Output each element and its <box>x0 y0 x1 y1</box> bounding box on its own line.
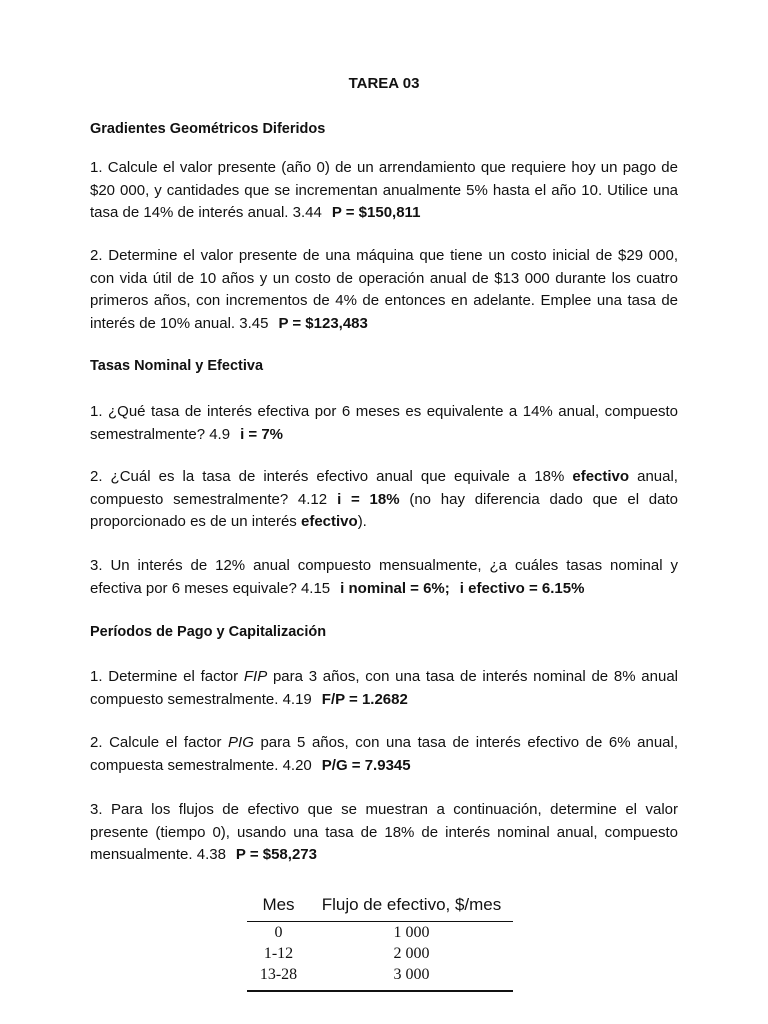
table-row <box>247 964 513 991</box>
page-title: TAREA 03 <box>348 75 420 92</box>
problem-answer: P = $123,483 <box>278 314 368 332</box>
column-header-mes: Mes <box>247 893 310 922</box>
table-cell-mes: 13-28 <box>247 964 310 991</box>
problem-answer: i = 7% <box>240 425 284 443</box>
section-heading-periodos: Períodos de Pago y Capitalización <box>90 624 327 640</box>
table-cell-mes: 1-12 <box>263 945 294 962</box>
problem-answer: i = 18% <box>337 490 400 508</box>
problem-answer: i nominal = 6%; <box>340 579 450 597</box>
problem-text: para 3 años, con una tasa de interés nominal de 8% anual compuesto semestralmente. 4.19 <box>90 668 678 708</box>
emphasis-efectivo: efectivo <box>572 468 630 485</box>
problem-tasas-3 <box>90 555 678 600</box>
problem-answer: F/P = 1.2682 <box>321 690 408 708</box>
problem-text: 2. Calcule el factor <box>90 734 222 751</box>
problem-text: 3. Para los flujos de efectivo que se muestran a continuación, determine el valor presente (tiempo 0), usando una tasa de 18% de interés nominal anual, compuesto mensualmente. 4.38 <box>90 801 678 863</box>
table-row <box>247 922 513 944</box>
problem-text: anual, compuesto semestralmente? 4.12 <box>90 468 678 508</box>
table-header-row <box>247 893 513 922</box>
problem-text: 1. Determine el factor <box>90 668 239 685</box>
cash-flow-table <box>247 893 513 992</box>
problem-answer: P/G = 7.9345 <box>321 756 411 774</box>
problem-tasas-2 <box>90 466 678 534</box>
problem-gradientes-1 <box>90 157 678 225</box>
table-row <box>247 943 513 964</box>
problem-text: 2. Determine el valor presente de una máquina que tiene un costo inicial de $29 000, con vida útil de 10 años y un costo de operación anual de $13 000 durante los cuatro primeros años, con incrementos de 4% de entonces en adelante. Emplee una tasa de interés de 10% anual. 3.45 <box>90 247 678 332</box>
problem-text: 2. ¿Cuál es la tasa de interés efectivo anual que equivale a 18% <box>90 468 565 485</box>
problem-answer: P = $150,811 <box>331 204 421 221</box>
factor-name: FIP <box>243 668 268 685</box>
problem-tasas-1 <box>90 401 678 446</box>
problem-note-end: ). <box>357 513 367 530</box>
table-cell-flujo: 2 000 <box>393 945 430 962</box>
emphasis-efectivo: efectivo <box>300 513 358 530</box>
table-cell-flujo: 1 000 <box>393 924 430 941</box>
problem-note: (no hay diferencia dado que el dato proporcionado es de un interés <box>90 490 678 530</box>
problem-text: 1. Calcule el valor presente (año 0) de un arrendamiento que requiere hoy un pago de $20 000, y cantidades que se incrementan anualmente 5% hasta el año 10. Utilice una tasa de 14% de interés anual. 3.44 <box>90 159 678 221</box>
problem-answer: P = $58,273 <box>235 846 317 863</box>
section-heading-tasas: Tasas Nominal y Efectiva <box>90 358 264 374</box>
problem-periodos-2 <box>90 732 678 777</box>
problem-gradientes-2 <box>90 245 678 335</box>
problem-periodos-3 <box>90 799 678 867</box>
section-heading-gradientes: Gradientes Geométricos Diferidos <box>90 121 326 137</box>
factor-name: PIG <box>228 734 254 751</box>
problem-periodos-1 <box>90 666 678 711</box>
problem-text: 3. Un interés de 12% anual compuesto mensualmente, ¿a cuáles tasas nominal y efectiva por 6 meses equivale? 4.15 <box>90 557 678 597</box>
column-header-flujo: Flujo de efectivo, $/mes <box>310 893 513 922</box>
problem-text: 1. ¿Qué tasa de interés efectiva por 6 meses es equivalente a 14% anual, compuesto semestralmente? 4.9 <box>90 403 678 443</box>
problem-text: para 5 años, con una tasa de interés efectivo de 6% anual, compuesta semestralmente. 4.20 <box>90 734 678 774</box>
problem-answer-2: i efectivo = 6.15% <box>459 579 585 597</box>
table-cell-mes: 0 <box>274 924 283 941</box>
table-cell-flujo: 3 000 <box>310 964 513 991</box>
